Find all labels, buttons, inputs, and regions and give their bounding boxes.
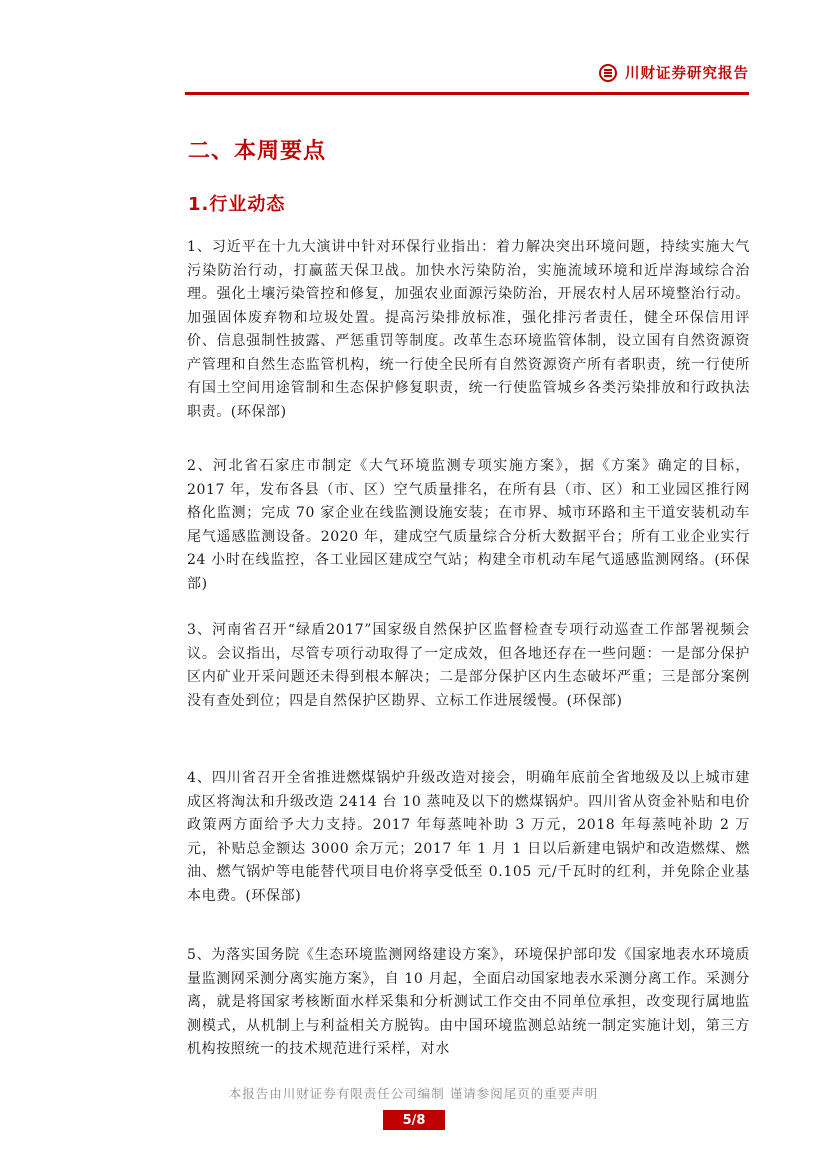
section-heading: 二、本周要点 [188,139,327,164]
news-paragraph-3: 3、河南省召开“绿盾2017”国家级自然保护区监督检查专项行动巡查工作部署视频会议。会议指出，尽管专项行动取得了一定成效，但各地还存在一些问题：一是部分保护区内矿业开采问题还未得到根本解决；二是部分保护区内生态破坏严重；三是部分案例没有查处到位；四是自然保护区勘界、立标工作进展缓慢。(环保部) [187,622,750,709]
news-paragraph-4: 4、四川省召开全省推进燃煤锅炉升级改造对接会，明确年底前全省地级及以上城市建成区将淘汰和升级改造 2414 台 10 蒸吨及以下的燃煤锅炉。四川省从资金补贴和电价政策两方面给予大力支持。2017 年每蒸吨补助 3 万元，2018 年每蒸吨补助 2 万元，补贴总金额达 3000 余万元；2017 年 1 月 1 日以后新建电锅炉和改造燃煤、燃油、燃气锅炉等电能替代项目电价将享受低至 0.105 元/千瓦时的红利，并免除企业基本电费。(环保部) [187,770,750,904]
news-paragraph-1: 1、习近平在十九大演讲中针对环保行业指出：着力解决突出环境问题，持续实施大气污染防治行动，打赢蓝天保卫战。加快水污染防治，实施流域环境和近岸海域综合治理。强化土壤污染管控和修复，加强农业面源污染防治，开展农村人居环境整治行动。加强固体废弃物和垃圾处置。提高污染排放标准，强化排污者责任，健全环保信用评价、信息强制性披露、严惩重罚等制度。改革生态环境监管体制，设立国有自然资源资产管理和自然生态监管机构，统一行使全民所有自然资源资产所有者职责，统一行使所有国土空间用途管制和生态保护修复职责，统一行使监管城乡各类污染排放和行政执法职责。(环保部) [187,239,750,420]
page-number-badge: 5/8 [383,1110,445,1130]
news-paragraph-2: 2、河北省石家庄市制定《大气环境监测专项实施方案》，据《方案》确定的目标，2017 年，发布各县（市、区）空气质量排名，在所有县（市、区）和工业园区推行网格化监测；完成 70 家企业在线监测设施安装；在市界、城市环路和主干道安装机动车尾气遥感监测设备。2020 年，建成空气质量综合分析大数据平台；所有工业企业实行 24 小时在线监控，各工业园区建成空气站；构建全市机动车尾气遥感监测网络。(环保部) [187,458,750,592]
subsection-heading: 1.行业动态 [188,194,286,215]
news-paragraph-5: 5、为落实国务院《生态环境监测网络建设方案》，环境保护部印发《国家地表水环境质量监测网采测分离实施方案》，自 10 月起，全面启动国家地表水采测分离工作。采测分离，就是将国家考核断面水样采集和分析测试工作交由不同单位承担，改变现行属地监测模式，从机制上与利益相关方脱钩。由中国环境监测总站统一制定实施计划，第三方机构按照统一的技术规范进行采样，对水 [187,947,750,1057]
chuancai-logo-icon [599,64,617,82]
article-body [187,236,750,1100]
report-brand-title: 川财证券研究报告 [625,66,749,82]
footer-disclaimer: 本报告由川财证券有限责任公司编制 谨请参阅尾页的重要声明 [228,1086,599,1101]
header-divider [185,92,749,95]
report-header [599,62,749,83]
